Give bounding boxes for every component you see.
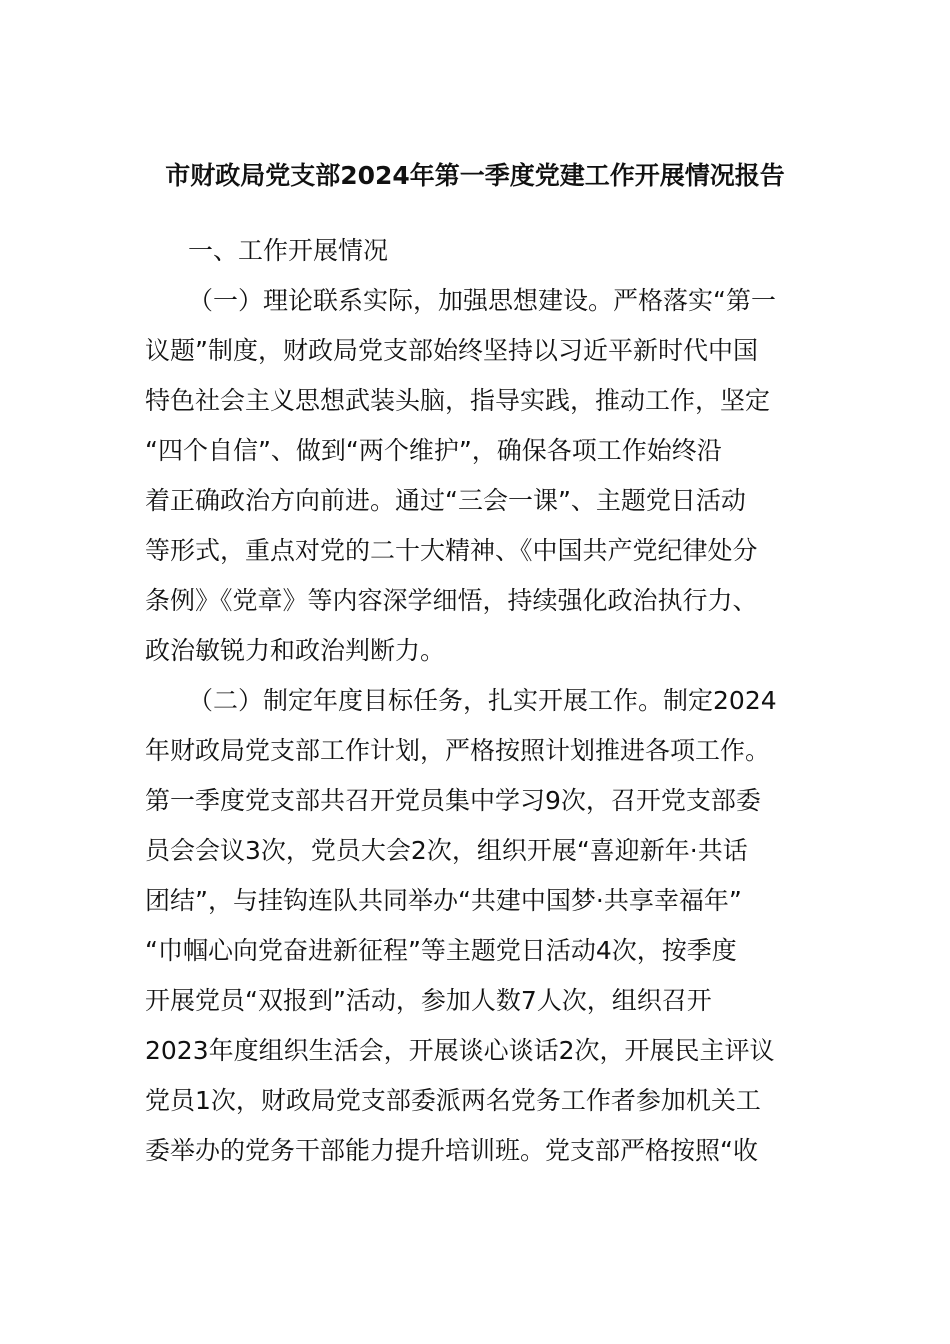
paragraph-line: 条例》《党章》等内容深学细悟，持续强化政治执行力、	[145, 586, 758, 615]
paragraph-line: 议题”制度，财政局党支部始终坚持以习近平新时代中国	[145, 336, 758, 365]
paragraph-line: 委举办的党务干部能力提升培训班。党支部严格按照“收	[145, 1136, 758, 1165]
paragraph-line: 等形式，重点对党的二十大精神、《中国共产党纪律处分	[145, 536, 758, 565]
paragraph-line: 特色社会主义思想武装头脑，指导实践，推动工作，坚定	[145, 386, 771, 415]
paragraph-line: 团结”，与挂钩连队共同举办“共建中国梦·共享幸福年”	[145, 886, 742, 915]
paragraph-line: 第一季度党支部共召开党员集中学习9次，召开党支部委	[145, 786, 761, 815]
document-title: 市财政局党支部2024年第一季度党建工作开展情况报告	[165, 161, 785, 190]
paragraph-line: （二）制定年度目标任务，扎实开展工作。制定2024	[188, 686, 777, 715]
paragraph-line: “四个自信”、做到“两个维护”，确保各项工作始终沿	[145, 436, 722, 465]
paragraph-line: 开展党员“双报到”活动，参加人数7人次，组织召开	[145, 986, 712, 1015]
paragraph-line: 员会会议3次，党员大会2次，组织开展“喜迎新年·共话	[145, 836, 748, 865]
section-heading: 一、工作开展情况	[188, 236, 389, 265]
paragraph-line: 政治敏锐力和政治判断力。	[145, 636, 446, 665]
paragraph-line: （一）理论联系实际，加强思想建设。严格落实“第一	[188, 286, 776, 315]
paragraph-line: 党员1次，财政局党支部委派两名党务工作者参加机关工	[145, 1086, 761, 1115]
paragraph-line: 2023年度组织生活会，开展谈心谈话2次，开展民主评议	[145, 1036, 775, 1065]
paragraph-line: “巾帼心向党奋进新征程”等主题党日活动4次，按季度	[145, 936, 737, 965]
paragraph-line: 着正确政治方向前进。通过“三会一课”、主题党日活动	[145, 486, 746, 515]
paragraph-line: 年财政局党支部工作计划，严格按照计划推进各项工作。	[145, 736, 771, 765]
